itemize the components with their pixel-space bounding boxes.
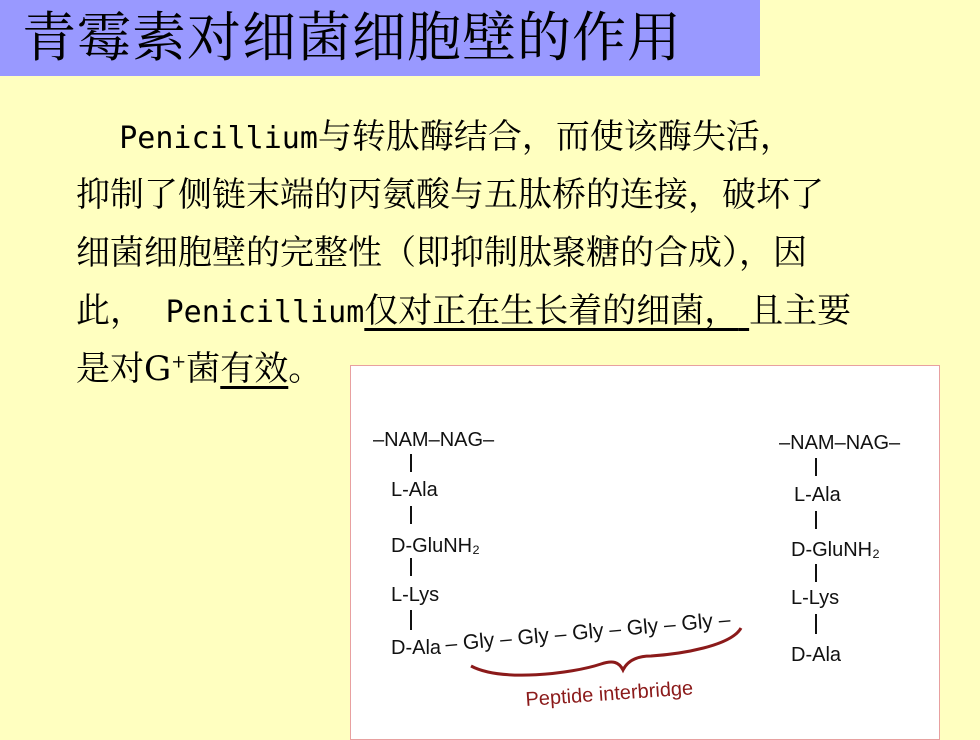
term-penicillium: Penicillium: [165, 295, 365, 330]
term-penicillium: Penicillium: [119, 121, 318, 156]
superscript-plus: +: [171, 351, 187, 373]
left-residue-1: L-Ala: [391, 479, 438, 501]
diagram-svg: [351, 366, 941, 736]
text-span: 与转肽酶结合，而使该酶失活，: [317, 117, 794, 157]
left-sugar-chain: –NAM–NAG–: [373, 429, 495, 451]
paragraph-line-1: [76, 108, 936, 166]
left-residue-4: D-Ala: [391, 637, 442, 659]
underlined-gap: [738, 291, 749, 331]
body-paragraph: [76, 108, 936, 398]
text-span: 且主要: [749, 291, 852, 331]
text-span: 菌: [186, 349, 221, 389]
underlined-phrase: 仅对正在生长着的细菌，: [364, 291, 739, 331]
text-span: 是对G: [76, 349, 172, 389]
paragraph-line-4: [76, 282, 936, 340]
indent: [76, 117, 119, 157]
peptide-interbridge-label: Peptide interbridge: [524, 677, 694, 711]
left-residue-2: D-GluNH₂: [391, 535, 480, 557]
paragraph-line-2: 抑制了侧链末端的丙氨酸与五肽桥的连接，破坏了: [76, 175, 824, 215]
paragraph-line-3: 细菌细胞壁的完整性（即抑制肽聚糖的合成），因: [76, 233, 807, 273]
underlined-text: [364, 291, 749, 331]
underlined-phrase: 有效: [220, 349, 289, 389]
right-residue-3: L-Lys: [791, 587, 840, 609]
title-bar: [0, 0, 760, 76]
pentaglycine-bridge: – Gly – Gly – Gly – Gly – Gly –: [444, 608, 732, 656]
slide-title: 青霉素对细菌细胞壁的作用: [22, 6, 682, 69]
right-residue-2: D-GluNH₂: [791, 539, 880, 561]
right-sugar-chain: –NAM–NAG–: [779, 432, 901, 454]
left-residue-3: L-Lys: [391, 584, 440, 606]
text-span: 此，: [76, 291, 144, 331]
text-span: 。: [288, 349, 323, 389]
peptidoglycan-diagram: [350, 365, 940, 740]
right-residue-1: L-Ala: [794, 484, 841, 506]
right-residue-4: D-Ala: [791, 644, 842, 666]
